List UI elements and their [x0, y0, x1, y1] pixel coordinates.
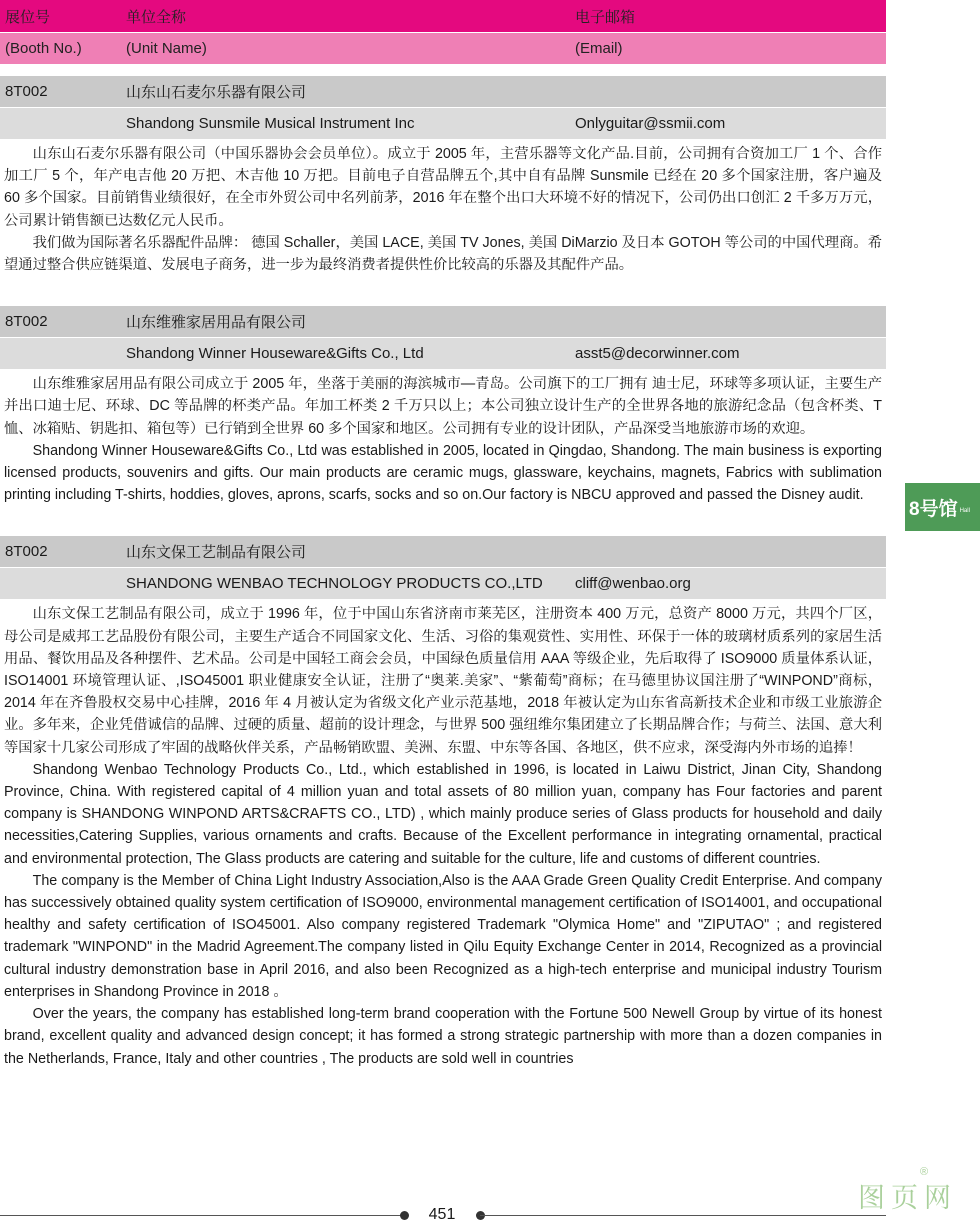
- watermark-text: 图页网: [858, 1183, 957, 1213]
- description-paragraph: 山东维雅家居用品有限公司成立于 2005 年，坐落于美丽的海滨城市—青岛。公司旗下的工厂拥有 迪士尼，环球等多项认证，主要生产并出口迪士尼、环球、DC 等品牌的杯类产品。年加工杯类 2 千万只以上；本公司独立设计生产的全世界各地的旅游纪念品（包含杯类、T 恤、冰箱贴、钥匙扣、箱包等）已行销到全世界 60 多个国家和地区。公司拥有专业的设计团队，产品深受当地旅游市场的欢迎。: [4, 376, 882, 437]
- description-paragraph: Shandong Winner Houseware&Gifts Co., Ltd was established in 2005, located in Qingdao, Shandong. The main business is exporting licensed products, souvenirs and gifts. Our main products are ceramic mugs, glassware, keychains, magnets, Fabrics with sublimation printing including T-shirts, hoddies, gloves, aprons, scarfs, socks and so on.Our factory is NBCU approved and passed the Disney audit.: [4, 442, 882, 504]
- company-name-en: Shandong Sunsmile Musical Instrument Inc: [126, 115, 415, 132]
- description-paragraph: Over the years, the company has established long-term brand cooperation with the Fortune 500 Newell Group by virtue of its honest brand, excellent quality and advanced design concept; it has formed a strong strategic partnership with more than a dozen companies in the Netherlands, France, Italy and other countries , The products are sold well in countries: [4, 1006, 882, 1067]
- company-email: cliff@wenbao.org: [575, 575, 691, 593]
- hall-tab: [905, 483, 980, 531]
- company-email: Onlyguitar@ssmii.com: [575, 115, 726, 132]
- company-name-en: SHANDONG WENBAO TECHNOLOGY PRODUCTS CO.,LTD: [126, 575, 543, 593]
- description-paragraph: The company is the Member of China Light Industry Association,Also is the AAA Grade Green Quality Credit Enterprise. And company has successively obtained quality system certification of ISO9000, environmental management certification of ISO14001, and occupational healthy and safety certification of ISO45001. Also company registered Trademark "Olymica Home" and "ZIPUTAO" ; and registered trademark "WINPOND" in the Madrid Agreement.The company listed in Qilu Equity Exchange Center in 2014, Recognized as a provincial cultural industry demonstration base in April 2016, and also been Recognized as a high-tech enterprise and municipal industry Tourism enterprises in Shandong Province in 2018 。: [4, 872, 882, 1000]
- booth-header-en: (Booth No.): [5, 40, 82, 57]
- watermark-logo: [858, 1166, 957, 1215]
- entry-row-cn: [0, 536, 886, 567]
- description-paragraph: 山东文保工艺制品有限公司，成立于 1996 年，位于中国山东省济南市莱芜区，注册资本 400 万元，总资产 8000 万元，共四个厂区，母公司是威邦工艺品股份有限公司，主要生产适合不同国家文化、生活、习俗的集观赏性、实用性、环保于一体的玻璃材质系列的家居生活用品、餐饮用品及各种摆件、艺术品。公司是中国轻工商会会员，中国绿色质量信用 AAA 等级企业，先后取得了 ISO9000 质量体系认证，ISO14001 环境管理认证、,ISO45001 职业健康安全认证，注册了“奥莱.美家”、“紫葡萄”商标；在马德里协议国注册了“WINPOND”商标， 2014 年在齐鲁股权交易中心挂牌，2016 年 4 月被认定为省级文化产业示范基地，2018 年被认定为山东省高新技术企业和市级工业旅游企业。多年来，企业凭借诚信的品牌、过硬的质量、超前的设计理念，与世界 500 强纽维尔集团建立了长期品牌合作；与荷兰、法国、意大利等国家十几家公司形成了牢固的战略伙伴关系，产品畅销欧盟、美洲、东盟、中东等各国、各地区，供不应求，深受海内外市场的追捧！: [4, 606, 882, 756]
- company-name-cn: 山东维雅家居用品有限公司: [126, 314, 307, 332]
- footer-rule-right: [480, 1215, 886, 1216]
- hall-number: 8号馆: [909, 498, 958, 520]
- footer-rule-left: [0, 1215, 405, 1216]
- page-number: 451: [428, 1206, 456, 1223]
- booth-number: 8T002: [5, 543, 48, 561]
- booth-number: 8T002: [5, 83, 48, 100]
- footer-dot-left: [400, 1211, 409, 1220]
- page-footer: [0, 1200, 886, 1227]
- entry-row-cn: [0, 306, 886, 337]
- email-header-en: (Email): [575, 40, 623, 57]
- description-paragraph: 我们做为国际著名乐器配件品牌： 德国 Schaller，美国 LACE, 美国 TV Jones, 美国 DiMarzio 及日本 GOTOH 等公司的中国代理商。希望通过整合供应链渠道、发展电子商务，进一步为最终消费者提供性价比较高的乐器及其配件产品。: [4, 234, 882, 274]
- entry-row-en: [0, 108, 886, 139]
- company-email: asst5@decorwinner.com: [575, 345, 740, 363]
- entry-row-en: [0, 338, 886, 369]
- booth-header-cn: 展位号: [5, 8, 51, 26]
- entry-row-en: [0, 568, 886, 599]
- company-description: [0, 139, 886, 276]
- company-description: [0, 599, 886, 1069]
- registered-mark: ®: [920, 1166, 929, 1178]
- company-name-en: Shandong Winner Houseware&Gifts Co., Ltd: [126, 345, 424, 363]
- description-paragraph: Shandong Wenbao Technology Products Co., Ltd., which established in 1996, is located in Laiwu District, Jinan City, Shandong Province, China. With registered capital of 4 million yuan and total assets of 80 million yuan, company has Four factories and parent company is SHANDONG WINPOND ARTS&CRAFTS CO., LTD) , which mainly produce series of Glass products for household and daily necessities,Catering Supplies, various ornaments and crafts. Because of the Excellent performance in integrating ornamental, practical and environmental protection, The Glass products are catering and suitable for the culture, life and customs of different countries.: [4, 761, 882, 867]
- unit-header-cn: 单位全称: [126, 8, 187, 26]
- booth-number: 8T002: [5, 313, 48, 331]
- company-name-cn: 山东山石麦尔乐器有限公司: [126, 84, 307, 101]
- entry-row-cn: [0, 76, 886, 107]
- description-paragraph: 山东山石麦尔乐器有限公司（中国乐器协会会员单位）。成立于 2005 年，主营乐器等文化产品.目前，公司拥有合资加工厂 1 个、合作加工厂 5 个，年产电吉他 20 万把、木吉他 10 万把。目前电子自营品牌五个,其中自有品牌 Sunsmile 已经在 20 多个国家注册，客户遍及 60 多个国家。目前销售业绩很好，在全市外贸公司中名列前茅，2016 年在整个出口大环境不好的情况下，公司仍出口创汇 2 千多万万元，公司累计销售额已达数亿元人民币。: [4, 146, 882, 229]
- email-header-cn: 电子邮箱: [575, 8, 636, 26]
- company-description: [0, 369, 886, 506]
- unit-header-en: (Unit Name): [126, 40, 207, 57]
- table-header-en: [0, 33, 886, 64]
- company-name-cn: 山东文保工艺制品有限公司: [126, 544, 307, 562]
- hall-label: Hall: [959, 508, 970, 514]
- table-header-cn: [0, 0, 886, 32]
